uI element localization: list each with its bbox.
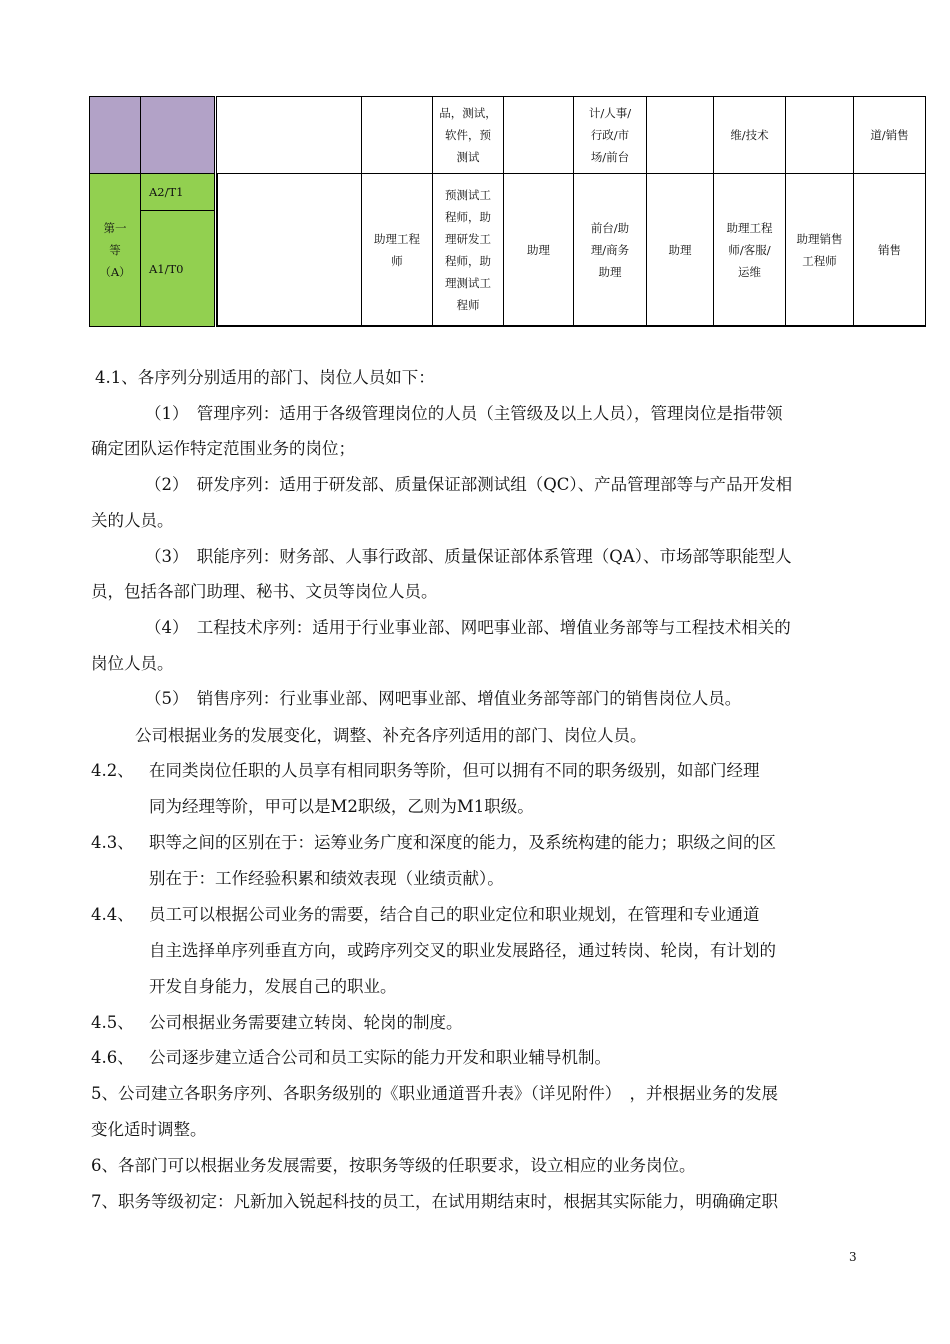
- item-number: 4.3、: [91, 833, 134, 852]
- table-cell: 道/销售: [853, 96, 926, 174]
- paragraph-line: 员，包括各部门助理、秘书、文员等岗位人员。: [91, 582, 438, 601]
- paragraph-line: 自主选择单序列垂直方向，或跨序列交叉的职业发展路径，通过转岗、轮岗，有计划的: [149, 941, 776, 960]
- paragraph-line: 员工可以根据公司业务的需要，结合自己的职业定位和职业规划，在管理和专业通道: [149, 905, 760, 924]
- paragraph-line: 同为经理等阶，甲可以是M2职级，乙则为M1职级。: [149, 797, 534, 816]
- level-a2-cell: A2/T1: [140, 173, 215, 211]
- paragraph-line: （2） 研发序列：适用于研发部、质量保证部测试组（QC）、产品管理部等与产品开发相: [145, 475, 793, 494]
- table-cell: 助理销售 工程师: [785, 173, 854, 327]
- table-cell: [361, 96, 433, 174]
- grade-cell-colored: [89, 96, 141, 174]
- table-cell: 品，测试， 软件，预 测试: [432, 96, 504, 174]
- paragraph-line: 公司根据业务的发展变化，调整、补充各序列适用的部门、岗位人员。: [135, 726, 647, 745]
- table-cell: 预测试工 程师，助 理研发工 程师，助 理测试工 程师: [432, 173, 504, 327]
- paragraph-line: 公司逐步建立适合公司和员工实际的能力开发和职业辅导机制。: [149, 1048, 611, 1067]
- paragraph-line: （4） 工程技术序列：适用于行业事业部、网吧事业部、增值业务部等与工程技术相关的: [145, 618, 791, 637]
- page-number: 3: [849, 1250, 857, 1264]
- table-cell: 销售: [853, 173, 926, 327]
- paragraph-line: 7、职务等级初定：凡新加入锐起科技的员工，在试用期结束时，根据其实际能力，明确确定职: [91, 1192, 778, 1211]
- table-cell: 助理: [503, 173, 574, 327]
- item-number: 4.2、: [91, 761, 134, 780]
- table-cell: [503, 96, 574, 174]
- paragraph-line: （1） 管理序列：适用于各级管理岗位的人员（主管级及以上人员），管理岗位是指带领: [145, 404, 783, 423]
- level-cell-colored: [140, 96, 215, 174]
- table-cell: 前台/助 理/商务 助理: [573, 173, 647, 327]
- paragraph-line: 开发自身能力，发展自己的职业。: [149, 977, 397, 996]
- paragraph-line: 公司根据业务需要建立转岗、轮岗的制度。: [149, 1013, 463, 1032]
- level-a1-cell: A1/T0: [140, 210, 215, 327]
- paragraph-line: 关的人员。: [91, 511, 174, 530]
- paragraph-line: 职等之间的区别在于：运筹业务广度和深度的能力，及系统构建的能力；职级之间的区: [149, 833, 776, 852]
- item-number: 4.4、: [91, 905, 134, 924]
- table-cell: [785, 96, 854, 174]
- job-grade-table: [89, 96, 926, 327]
- paragraph-line: 6、各部门可以根据业务发展需要，按职务等级的任职要求，设立相应的业务岗位。: [91, 1156, 696, 1175]
- paragraph-line: 5、公司建立各职务序列、各职务级别的《职业通道晋升表》（详见附件） ，并根据业务的发展: [91, 1084, 778, 1103]
- paragraph-line: 别在于：工作经验积累和绩效表现（业绩贡献）。: [149, 869, 504, 888]
- item-number: 4.5、: [91, 1013, 134, 1032]
- table-cell: 助理工程 师: [361, 173, 433, 327]
- grade-label-cell: 第一 等 （A）: [89, 173, 141, 327]
- paragraph-line: 在同类岗位任职的人员享有相同职务等阶，但可以拥有不同的职务级别，如部门经理: [149, 761, 760, 780]
- section-heading: 4.1、各序列分别适用的部门、岗位人员如下：: [95, 368, 435, 387]
- table-cell: [216, 96, 362, 174]
- table-cell: [646, 96, 714, 174]
- table-cell: 助理工程 师/客服/ 运维: [713, 173, 786, 327]
- paragraph-line: 变化适时调整。: [91, 1120, 207, 1139]
- paragraph-line: （3） 职能序列：财务部、人事行政部、质量保证部体系管理（QA）、市场部等职能型人: [145, 547, 792, 566]
- table-cell: [216, 173, 362, 327]
- item-number: 4.6、: [91, 1048, 134, 1067]
- paragraph-line: 确定团队运作特定范围业务的岗位；: [91, 439, 355, 458]
- table-cell: 计/人事/ 行政/市 场/前台: [573, 96, 647, 174]
- paragraph-line: （5） 销售序列：行业事业部、网吧事业部、增值业务部等部门的销售岗位人员。: [145, 689, 742, 708]
- paragraph-line: 岗位人员。: [91, 654, 174, 673]
- table-cell: 助理: [646, 173, 714, 327]
- table-cell: 维/技术: [713, 96, 786, 174]
